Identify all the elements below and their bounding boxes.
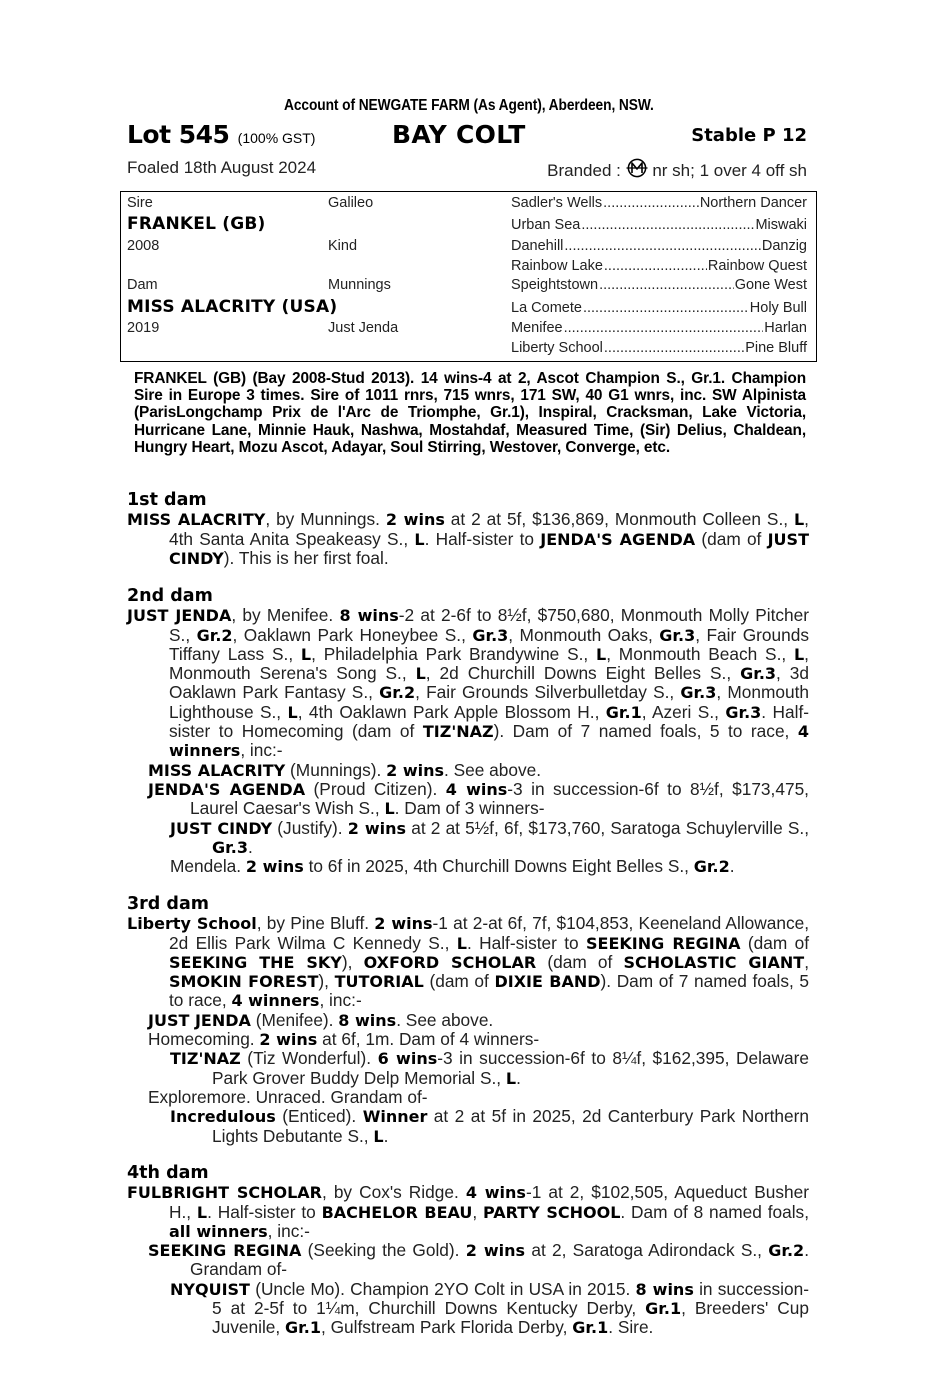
- third-gen-horse: La Comete: [511, 300, 582, 316]
- text-run: , 3d Oaklawn Park Fantasy S.,: [169, 663, 809, 703]
- text-run: . Half-sister to Homecoming (dam of: [169, 701, 809, 742]
- third-gen-row: [511, 258, 807, 274]
- bold-run: 8 wins: [635, 1279, 694, 1299]
- text-run: at 2 at 5f in 2025, 2d Canterbury Park Northern Lights Debutante S.,: [212, 1106, 809, 1146]
- bold-run: JUST JENDA: [148, 1010, 251, 1030]
- third-gen-horse: Speightstown: [511, 277, 599, 293]
- family-entry: [127, 1241, 809, 1280]
- lot-number: [127, 120, 315, 149]
- text-run: to 6f in 2025, 4th Churchill Downs Eight Belles S.,: [303, 856, 694, 877]
- text-run: ),: [341, 951, 364, 972]
- text-run: , by Cox's Ridge.: [321, 1182, 466, 1203]
- family-entry: [127, 1030, 809, 1049]
- bold-run: DIXIE BAND: [494, 972, 601, 992]
- bold-run: L: [793, 510, 805, 530]
- family-entry: [127, 819, 809, 858]
- text-run: -1 at 2, $102,505, Aqueduct Busher H.,: [169, 1182, 810, 1222]
- text-run: Mendela.: [170, 856, 246, 877]
- leader-dots: [604, 258, 707, 274]
- bold-run: L: [384, 799, 395, 819]
- dam-year: 2019: [127, 320, 160, 336]
- bold-run: Gr.3: [725, 702, 762, 722]
- text-run: , Oaklawn Park Honeybee S.,: [232, 624, 473, 645]
- text-run: , 4th Oaklawn Park Apple Blossom H.,: [297, 701, 606, 722]
- text-run: (Enticed).: [275, 1106, 363, 1127]
- bold-run: L: [505, 1068, 517, 1088]
- third-gen-row: [511, 238, 807, 254]
- text-run: . Dam of 3 winners-: [394, 798, 545, 819]
- third-gen-sire: Northern Dancer: [699, 195, 807, 211]
- text-run: -3 in succession-6f to 8½f, $173,475, Laurel Caesar's Wish S.,: [190, 778, 809, 819]
- family-entry: [127, 1088, 809, 1107]
- text-run: . Grandam of-: [190, 1240, 809, 1280]
- text-run: . See above.: [444, 759, 542, 780]
- text-run: , Azeri S.,: [641, 701, 726, 722]
- text-run: . Half-sister to: [466, 932, 586, 953]
- bold-run: Gr.1: [572, 1318, 609, 1338]
- bold-run: L: [300, 644, 312, 664]
- dam-label: Dam: [127, 277, 158, 293]
- dam-section: [127, 1164, 809, 1338]
- text-run: in succession-5 at 2-5f to 1¼m, Churchill Downs Kentucky Derby,: [212, 1278, 809, 1319]
- bold-run: 2 wins: [374, 914, 433, 934]
- foaled-date: Foaled 18th August 2024: [127, 158, 317, 177]
- text-run: , Gulfstream Park Florida Derby,: [320, 1317, 573, 1338]
- bold-run: 4 winners: [169, 722, 810, 761]
- text-run: , Monmouth Serena's Song S.,: [169, 643, 809, 684]
- family-entry: [127, 1107, 809, 1146]
- text-run: ). This is her first foal.: [223, 547, 389, 568]
- text-run: , 4th Santa Anita Speakeasy S.,: [169, 509, 809, 549]
- bold-run: SEEKING THE SKY: [169, 952, 342, 972]
- text-run: (dam of: [536, 951, 624, 972]
- bold-run: Gr.3: [740, 664, 777, 684]
- text-run: .: [729, 856, 735, 877]
- text-run: (Tiz Wonderful).: [240, 1048, 378, 1069]
- text-run: . Half-sister to: [424, 528, 541, 549]
- vendor-account-line: Account of NEWGATE FARM (As Agent), Aberdeen, NSW.: [283, 97, 654, 114]
- bold-run: Gr.2: [768, 1241, 805, 1261]
- third-gen-horse: Urban Sea: [511, 217, 581, 233]
- text-run: , Fair Grounds Tiffany Lass S.,: [169, 624, 809, 664]
- bold-run: JENDA'S AGENDA: [540, 529, 696, 549]
- text-run: . See above.: [396, 1009, 494, 1030]
- third-gen-row: [511, 195, 807, 211]
- text-run: , Fair Grounds Silverbulletday S.,: [415, 682, 681, 703]
- sire-dam: Kind: [328, 238, 358, 254]
- bold-run: 4 wins: [465, 1183, 526, 1203]
- text-run: (dam of: [423, 971, 495, 992]
- bold-run: MISS ALACRITY: [127, 510, 266, 530]
- third-gen-row: [511, 300, 807, 316]
- bold-run: Gr.2: [379, 683, 416, 703]
- text-run: at 6f, 1m. Dam of 4 winners-: [317, 1029, 540, 1050]
- text-run: (Proud Citizen).: [305, 778, 446, 799]
- leader-dots: [603, 195, 699, 211]
- text-run: .: [383, 1125, 389, 1146]
- text-run: Exploremore. Unraced. Grandam of-: [148, 1086, 428, 1107]
- text-run: .: [247, 836, 253, 857]
- third-gen-horse: Sadler's Wells: [511, 195, 603, 211]
- bold-run: 4 wins: [445, 779, 508, 799]
- bold-run: L: [196, 1202, 208, 1222]
- bold-run: L: [414, 529, 425, 549]
- bold-run: JENDA'S AGENDA: [148, 779, 306, 799]
- bold-run: TUTORIAL: [334, 972, 424, 992]
- lot-label: Lot 545: [127, 120, 230, 149]
- text-run: ,: [804, 951, 809, 972]
- family-entry: [127, 857, 809, 876]
- leader-dots: [581, 217, 754, 233]
- family-entry: [127, 1011, 809, 1030]
- text-run: (Justify).: [272, 817, 348, 838]
- bold-run: 6 wins: [377, 1049, 438, 1069]
- bold-run: 2 wins: [465, 1241, 526, 1261]
- bold-run: L: [456, 933, 467, 953]
- text-run: (dam of: [695, 528, 768, 549]
- third-gen-sire: Holy Bull: [749, 300, 807, 316]
- text-run: (dam of: [740, 932, 809, 953]
- sire-year: 2008: [127, 238, 160, 254]
- bold-run: JUST CINDY: [169, 529, 809, 568]
- third-gen-horse: Danehill: [511, 238, 564, 254]
- third-gen-horse: Menifee: [511, 320, 563, 336]
- bold-run: Gr.1: [285, 1318, 321, 1338]
- bold-run: Gr.2: [693, 857, 730, 877]
- bold-run: OXFORD SCHOLAR: [363, 952, 537, 972]
- text-run: . Dam of 8 named foals,: [620, 1201, 810, 1222]
- leader-dots: [564, 238, 760, 254]
- text-run: -1 at 2-at 6f, 7f, $104,853, Keeneland Allowance, 2d Ellis Park Wilma C Kennedy S.,: [169, 913, 810, 953]
- third-gen-horse: Liberty School: [511, 340, 603, 356]
- bold-run: Gr.3: [680, 683, 717, 703]
- third-gen-row: [511, 217, 807, 233]
- bold-run: Winner: [362, 1107, 428, 1127]
- bold-run: L: [373, 1126, 384, 1146]
- dam-sire: Munnings: [328, 277, 391, 293]
- dam-dam: Just Jenda: [328, 320, 399, 336]
- bold-run: MISS ALACRITY: [148, 760, 286, 780]
- text-run: , by Munnings.: [265, 509, 386, 530]
- lot-header: [127, 120, 807, 152]
- leader-dots: [583, 300, 749, 316]
- bold-run: Incredulous: [170, 1107, 276, 1127]
- family-entry: [127, 606, 809, 760]
- family-entry: [127, 914, 809, 1010]
- family-entry: [127, 1183, 809, 1241]
- bold-run: 2 wins: [385, 510, 445, 530]
- bold-run: Gr.3: [212, 837, 248, 857]
- text-run: , inc:-: [267, 1220, 310, 1241]
- bold-run: TIZ'NAZ: [422, 722, 494, 742]
- text-run: , inc:-: [240, 740, 283, 761]
- text-run: -3 in succession-6f to 8¼f, $162,395, Delaware Park Grover Buddy Delp Memorial S.,: [212, 1048, 809, 1088]
- bold-run: 8 wins: [338, 1010, 397, 1030]
- bold-run: L: [596, 644, 607, 664]
- dam-section: [127, 587, 809, 876]
- bold-run: SCHOLASTIC GIANT: [623, 952, 805, 972]
- text-run: , by Menifee.: [231, 605, 340, 626]
- stable-location: Stable P 12: [691, 125, 807, 146]
- bold-run: PARTY SCHOOL: [483, 1202, 621, 1222]
- bold-run: JUST CINDY: [170, 818, 273, 838]
- pedigree-table: [120, 191, 817, 362]
- text-run: . Half-sister to: [207, 1201, 322, 1222]
- dam-section: [127, 491, 809, 568]
- bold-run: Gr.2: [196, 625, 233, 645]
- text-run: , Breeders' Cup Juvenile,: [212, 1298, 809, 1338]
- bold-run: 2 wins: [386, 760, 444, 780]
- text-run: , by Pine Bluff.: [256, 913, 375, 934]
- dam-heading: 1st dam: [127, 490, 207, 510]
- bold-run: NYQUIST: [170, 1279, 250, 1299]
- text-run: (Munnings).: [285, 759, 387, 780]
- dam-section: [127, 895, 809, 1146]
- bold-run: all winners: [169, 1221, 268, 1241]
- text-run: at 2, Saratoga Adirondack S.,: [525, 1240, 769, 1261]
- brand-info: [547, 158, 807, 181]
- bold-run: Gr.3: [472, 625, 509, 645]
- bold-run: SEEKING REGINA: [586, 933, 741, 953]
- bold-run: SEEKING REGINA: [148, 1241, 302, 1261]
- family-entry: [127, 780, 809, 819]
- third-gen-sire: Pine Bluff: [745, 340, 807, 356]
- bold-run: L: [287, 702, 298, 722]
- third-gen-sire: Rainbow Quest: [707, 258, 807, 274]
- text-run: ). Dam of 7 named foals, 5 to race,: [169, 971, 809, 1011]
- text-run: , Monmouth Oaks,: [508, 624, 660, 645]
- text-run: ,: [472, 1201, 484, 1222]
- family-entry: [127, 761, 809, 780]
- third-gen-horse: Rainbow Lake: [511, 258, 603, 274]
- third-gen-row: [511, 320, 807, 336]
- text-run: ),: [318, 971, 335, 992]
- dam-name: MISS ALACRITY (USA): [127, 297, 338, 317]
- family-entry: [127, 510, 809, 568]
- third-gen-sire: Danzig: [761, 238, 807, 254]
- sire-label: Sire: [127, 195, 153, 211]
- sire-summary: FRANKEL (GB) (Bay 2008-Stud 2013). 14 wins-4 at 2, Ascot Champion S., Gr.1. Champion Sire in Europe 3 times. Sire of 1011 rnrs, 715 wnrs, 171 SW, 40 G1 wnrs, inc. SW Alpinista (ParisLongchamp Prix de l'Arc de Triomphe, Gr.1), Inspiral, Cracksman, Lake Victoria, Hurricane Lane, Minnie Hauk, Nashwa, Mostahdaf, Measured Time, (Sir) Delius, Chaldean, Hungry Heart, Mozu Ascot, Adayar, Soul Stirring, Westover, Converge, etc.: [134, 370, 806, 456]
- text-run: (Uncle Mo). Champion 2YO Colt in USA in 2015.: [249, 1278, 636, 1299]
- text-run: -2 at 2-6f to 8½f, $750,680, Monmouth Molly Pitcher S.,: [169, 605, 809, 645]
- leader-dots: [599, 277, 734, 293]
- text-run: .: [516, 1067, 521, 1088]
- bold-run: BACHELOR BEAU: [321, 1202, 473, 1222]
- family-entry: [127, 1280, 809, 1338]
- branded-text: nr sh; 1 over 4 off sh: [652, 161, 807, 180]
- bold-run: 8 wins: [339, 606, 399, 626]
- gst-note: (100% GST): [237, 130, 316, 146]
- sire-name: FRANKEL (GB): [127, 214, 266, 234]
- bold-run: 2 wins: [259, 1030, 318, 1050]
- text-run: at 2 at 5f, $136,869, Monmouth Colleen S.,: [444, 509, 794, 530]
- dam-heading: 3rd dam: [127, 894, 209, 914]
- text-run: (Menifee).: [250, 1009, 339, 1030]
- text-run: . Sire.: [608, 1317, 654, 1338]
- text-run: , 2d Churchill Downs Eight Belles S.,: [425, 663, 741, 684]
- bold-run: SMOKIN FOREST: [169, 972, 319, 992]
- text-run: (Seeking the Gold).: [301, 1240, 466, 1261]
- third-gen-sire: Gone West: [734, 277, 807, 293]
- text-run: , Monmouth Beach S.,: [606, 643, 794, 664]
- bold-run: 2 wins: [347, 818, 407, 838]
- third-gen-sire: Harlan: [764, 320, 807, 336]
- lot-description: BAY COLT: [392, 120, 526, 149]
- text-run: at 2 at 5½f, 6f, $173,760, Saratoga Schuylerville S.,: [406, 817, 810, 838]
- leader-dots: [604, 340, 744, 356]
- sire-sire: Galileo: [328, 195, 374, 211]
- bold-run: L: [793, 644, 805, 664]
- bold-run: Gr.1: [605, 702, 642, 722]
- bold-run: Gr.1: [645, 1299, 682, 1319]
- family-entry: [127, 1049, 809, 1088]
- third-gen-sire: Miswaki: [755, 217, 807, 233]
- text-run: , Monmouth Lighthouse S.,: [169, 682, 809, 722]
- bold-run: 4 winners: [231, 991, 320, 1011]
- circled-m-brand-icon: [626, 158, 648, 178]
- leader-dots: [564, 320, 764, 336]
- text-run: , inc:-: [319, 990, 362, 1011]
- text-run: Homecoming.: [148, 1029, 260, 1050]
- dam-heading: 4th dam: [127, 1163, 209, 1183]
- bold-run: Gr.3: [659, 625, 696, 645]
- bold-run: L: [415, 664, 426, 684]
- third-gen-row: [511, 277, 807, 293]
- third-gen-row: [511, 340, 807, 356]
- text-run: ). Dam of 7 named foals, 5 to race,: [493, 721, 798, 742]
- bold-run: FULBRIGHT SCHOLAR: [127, 1183, 322, 1203]
- bold-run: Liberty School: [127, 914, 257, 934]
- dam-heading: 2nd dam: [127, 586, 213, 606]
- text-run: , Philadelphia Park Brandywine S.,: [311, 643, 597, 664]
- branded-label: Branded :: [547, 161, 621, 180]
- bold-run: TIZ'NAZ: [170, 1049, 241, 1069]
- bold-run: 2 wins: [245, 857, 304, 877]
- bold-run: JUST JENDA: [127, 606, 232, 626]
